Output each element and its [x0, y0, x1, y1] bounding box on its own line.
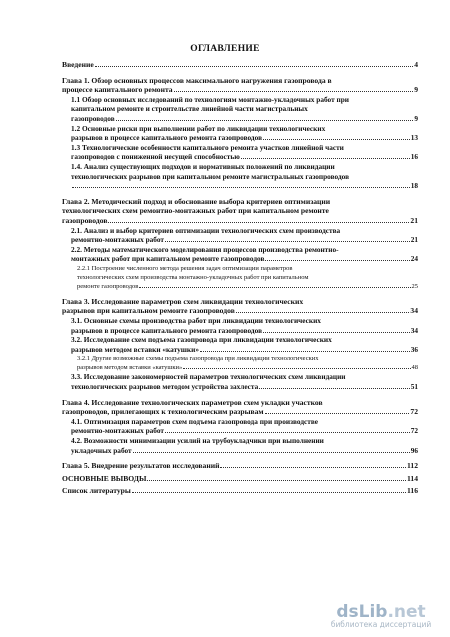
toc-entry-4-2[interactable]: 4.2. Возможности минимизации усилий на трубоукладчики при выполнении укладочных работ 96 — [71, 436, 418, 455]
toc-entry-chapter-1[interactable]: Глава 1. Обзор основных процессов максимального нагружения газопровода в процессе капитального ремонта 9 — [62, 75, 418, 95]
table-of-contents — [62, 60, 418, 496]
toc-entry-1-2[interactable]: 1.2 Основные риски при выполнении работ по ликвидации технологических разрывов в процессе капитального ремонта газопроводов 13 — [71, 123, 418, 143]
toc-entry-intro[interactable]: Введение 4 — [62, 60, 418, 69]
toc-entry-chapter-2[interactable]: Глава 2. Методический подход и обоснование выбора критериев оптимизации технологических схем ремонтно-монтажных работ при капитальном ремонте газопроводов 21 — [62, 196, 418, 225]
toc-entry-2-2-1[interactable]: 2.2.1 Построение численного метода решения задач оптимизации параметров технологических схем производства монтажно-укладочных работ при капитальном ремонте газопроводов 25 — [77, 264, 418, 290]
toc-entry-1-4[interactable]: 1.4. Анализ существующих подходов и нормативных положений по ликвидации технологических разрывов при капитальном ремонте магистральных газопроводов 18 — [71, 161, 418, 191]
toc-entry-conclusions[interactable]: ОСНОВНЫЕ ВЫВОДЫ 114 — [62, 473, 418, 483]
toc-entry-2-1[interactable]: 2.1. Анализ и выбор критериев оптимизации технологических схем производства ремонтно-монтажных работ 21 — [71, 225, 418, 245]
watermark-logo: dsLib.net — [336, 602, 426, 622]
toc-entry-chapter-3[interactable]: Глава 3. Исследование параметров схем ликвидации технологических разрывов при капитальном ремонте газопроводов 34 — [62, 296, 418, 316]
toc-title: ОГЛАВЛЕНИЕ — [190, 44, 260, 54]
toc-entry-references[interactable]: Список литературы 116 — [62, 486, 418, 496]
toc-entry-1-1[interactable]: 1.1 Обзор основных исследований по технологиям монтажно-укладочных работ при капитальном ремонте и строительстве линейной части магистральных газопроводов 9 — [71, 94, 418, 123]
toc-entry-2-2[interactable]: 2.2. Методы математического моделирования процессов производства ремонтно- монтажных работ при капитальном ремонте газопроводов 24 — [71, 244, 418, 264]
toc-entry-3-2-1[interactable]: 3.2.1 Другие возможные схемы подъема газопровода при ликвидации технологических разрывов методом вставки «катушки» 48 — [77, 355, 418, 372]
toc-entry-4-1[interactable]: 4.1. Оптимизация параметров схем подъема газопровода при производстве ремонтно-монтажных работ 72 — [71, 416, 418, 436]
toc-entry-3-2[interactable]: 3.2. Исследование схем подъема газопровода при ликвидации технологических разрывов методом вставки «катушки» 36 — [71, 335, 418, 354]
watermark-subtitle: библиотека диссертаций — [330, 620, 432, 629]
watermark — [326, 602, 436, 629]
toc-entry-chapter-5[interactable]: Глава 5. Внедрение результатов исследований 112 — [62, 461, 418, 471]
toc-entry-3-3[interactable]: 3.3. Исследование закономерностей параметров технологических схем ликвидации технологических разрывов методом устройства захлеста 51 — [71, 372, 418, 392]
toc-entry-chapter-4[interactable]: Глава 4. Исследование технологических параметров схем укладки участков газопроводов, прилегающих к технологическим разрывам 72 — [62, 397, 418, 417]
toc-entry-1-3[interactable]: 1.3 Технологические особенности капитального ремонта участков линейной части газопроводов с пониженной несущей способностью 16 — [71, 142, 418, 162]
toc-entry-3-1[interactable]: 3.1. Основные схемы производства работ при ликвидации технологических разрывов в процессе капитального ремонта газопроводов 34 — [71, 316, 418, 335]
